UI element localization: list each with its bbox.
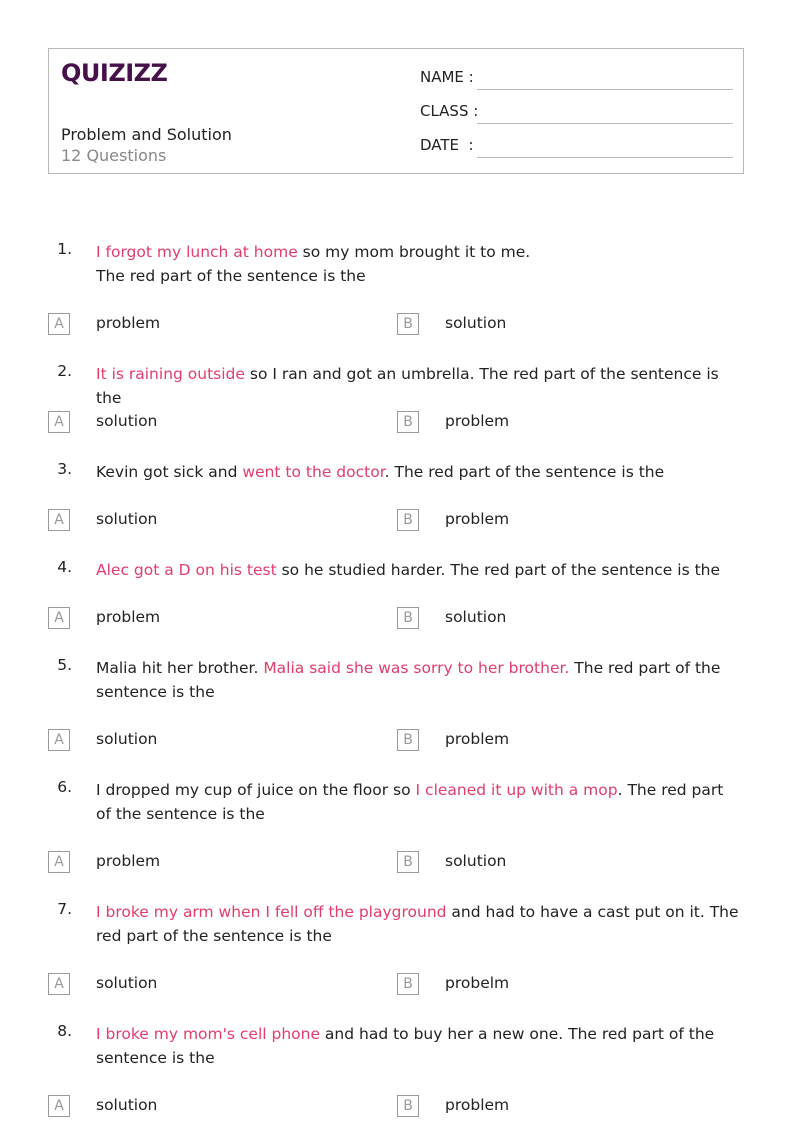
question-number: 3.: [57, 460, 72, 478]
quizizz-logo: QUIZIZZ: [61, 59, 168, 87]
question-count: 12 Questions: [61, 146, 167, 165]
highlighted-phrase: I forgot my lunch at home: [96, 243, 298, 261]
date-line: [477, 157, 733, 158]
question-lead: I dropped my cup of juice on the floor so: [96, 781, 416, 799]
question-number: 2.: [57, 362, 72, 380]
option-b-text: problem: [445, 412, 510, 430]
question-number: 8.: [57, 1022, 72, 1040]
question-text: [96, 900, 741, 948]
option-b-box[interactable]: B: [397, 729, 419, 751]
question-rest: . The red part of the sentence is the: [384, 463, 665, 481]
option-a-box[interactable]: A: [48, 851, 70, 873]
highlighted-phrase: Malia said she was sorry to her brother.: [263, 659, 570, 677]
worksheet-title: Problem and Solution: [61, 125, 232, 144]
worksheet-header: [48, 48, 744, 174]
name-line: [477, 89, 733, 90]
option-b-box[interactable]: B: [397, 973, 419, 995]
date-label: DATE :: [420, 136, 474, 154]
option-a-text: solution: [96, 1096, 158, 1114]
option-a-text: problem: [96, 852, 161, 870]
option-b-text: probelm: [445, 974, 510, 992]
option-a-box[interactable]: A: [48, 509, 70, 531]
question-number: 7.: [57, 900, 72, 918]
option-a-box[interactable]: A: [48, 729, 70, 751]
option-a-box[interactable]: A: [48, 411, 70, 433]
option-b-box[interactable]: B: [397, 313, 419, 335]
highlighted-phrase: Alec got a D on his test: [96, 561, 277, 579]
question-number: 6.: [57, 778, 72, 796]
question-text: [96, 240, 741, 288]
option-b-text: problem: [445, 730, 510, 748]
question-number: 5.: [57, 656, 72, 674]
question-rest: so my mom brought it to me. The red part of the sentence is the: [96, 243, 531, 285]
highlighted-phrase: I cleaned it up with a mop: [415, 781, 618, 799]
highlighted-phrase: I broke my arm when I fell off the playground: [96, 903, 447, 921]
question-lead: Kevin got sick and: [96, 463, 243, 481]
question-text: [96, 778, 741, 826]
question-number: 1.: [57, 240, 72, 258]
highlighted-phrase: I broke my mom's cell phone: [96, 1025, 320, 1043]
question-rest: and had to have a cast put on it. The red part of the sentence is the: [96, 903, 739, 945]
name-label: NAME :: [420, 68, 474, 86]
option-a-box[interactable]: A: [48, 1095, 70, 1117]
option-b-text: problem: [445, 510, 510, 528]
question-text: [96, 1022, 741, 1070]
option-b-box[interactable]: B: [397, 509, 419, 531]
question-rest: so he studied harder. The red part of the sentence is the: [276, 561, 721, 579]
option-b-box[interactable]: B: [397, 851, 419, 873]
option-a-text: problem: [96, 608, 161, 626]
option-a-text: solution: [96, 412, 158, 430]
option-a-text: solution: [96, 974, 158, 992]
question-lead: Malia hit her brother.: [96, 659, 264, 677]
highlighted-phrase: went to the doctor: [242, 463, 385, 481]
option-a-box[interactable]: A: [48, 973, 70, 995]
option-b-box[interactable]: B: [397, 1095, 419, 1117]
class-line: [477, 123, 733, 124]
option-a-text: problem: [96, 314, 161, 332]
option-b-box[interactable]: B: [397, 607, 419, 629]
option-b-text: solution: [445, 314, 507, 332]
class-label: CLASS :: [420, 102, 479, 120]
option-b-text: solution: [445, 852, 507, 870]
question-text: [96, 362, 741, 410]
option-a-box[interactable]: A: [48, 313, 70, 335]
question-rest: so I ran and got an umbrella. The red part of the sentence is the: [96, 365, 719, 407]
option-a-box[interactable]: A: [48, 607, 70, 629]
question-number: 4.: [57, 558, 72, 576]
option-b-text: problem: [445, 1096, 510, 1114]
question-text: [96, 460, 741, 484]
highlighted-phrase: It is raining outside: [96, 365, 245, 383]
question-rest: . The red part of the sentence is the: [96, 781, 724, 823]
option-a-text: solution: [96, 510, 158, 528]
question-text: [96, 558, 741, 582]
option-b-box[interactable]: B: [397, 411, 419, 433]
option-a-text: solution: [96, 730, 158, 748]
option-b-text: solution: [445, 608, 507, 626]
question-rest: The red part of the sentence is the: [96, 659, 721, 701]
question-rest: and had to buy her a new one. The red part of the sentence is the: [96, 1025, 715, 1067]
question-text: [96, 656, 741, 704]
